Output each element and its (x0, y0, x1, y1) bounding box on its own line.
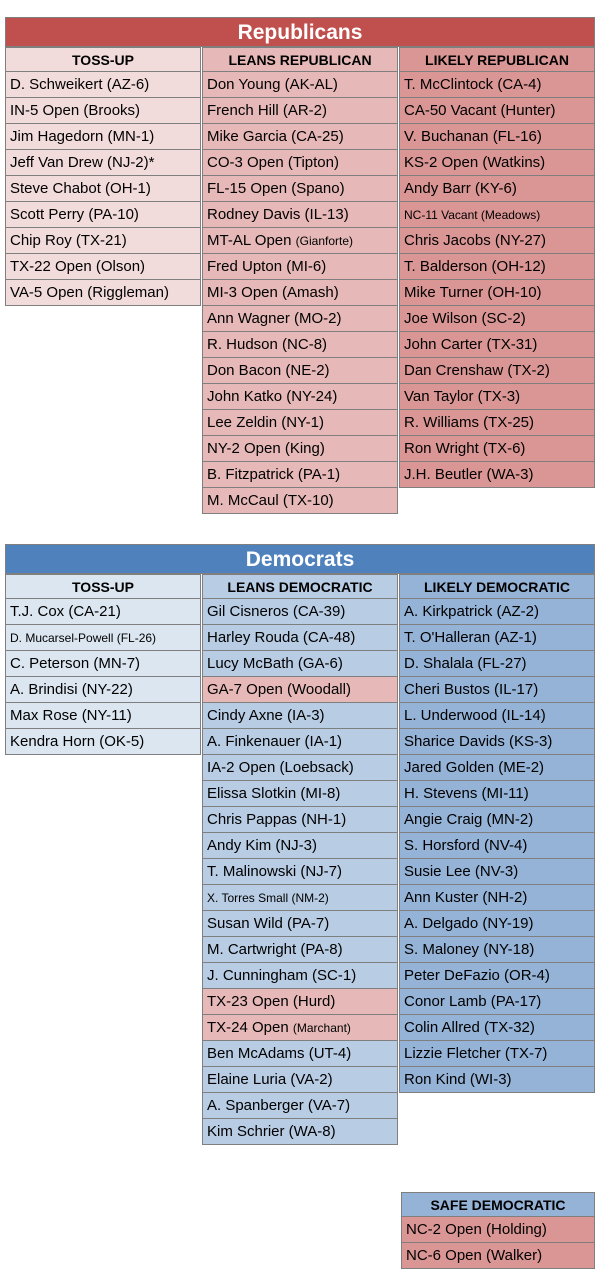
table-cell (399, 254, 595, 280)
cell-text: J.H. Beutler (WA-3) (404, 466, 534, 483)
table-cell (202, 937, 398, 963)
cell-text: KS-2 Open (Watkins) (404, 154, 546, 171)
table-cell (202, 625, 398, 651)
table-cell (202, 729, 398, 755)
table-cell (399, 384, 595, 410)
table-cell (202, 885, 398, 911)
cell-text: D. Shalala (FL-27) (404, 655, 527, 672)
cell-text: S. Maloney (NY-18) (404, 941, 535, 958)
table-cell (399, 306, 595, 332)
cell-text: MT-AL Open (207, 232, 296, 249)
table-cell (399, 677, 595, 703)
cell-text: Angie Craig (MN-2) (404, 811, 534, 828)
table-cell (202, 651, 398, 677)
cell-text: Elissa Slotkin (MI-8) (207, 785, 341, 802)
table-cell (202, 306, 398, 332)
table-cell (399, 729, 595, 755)
cell-text: R. Hudson (NC-8) (207, 336, 328, 353)
rep-tossup-column (5, 47, 201, 306)
cell-text: Fred Upton (MI-6) (207, 258, 327, 275)
table-cell (202, 1067, 398, 1093)
cell-text: VA-5 Open (Riggleman) (10, 284, 169, 301)
table-cell (202, 488, 398, 514)
cell-text: M. McCaul (TX-10) (207, 492, 334, 509)
safe-democratic-rows (401, 1217, 595, 1269)
cell-text: M. Cartwright (PA-8) (207, 941, 343, 958)
table-cell (399, 462, 595, 488)
republicans-section (5, 17, 595, 509)
table-cell (399, 885, 595, 911)
table-cell (5, 677, 201, 703)
table-cell (5, 625, 201, 651)
cell-small-text: NC-11 Vacant (Meadows) (404, 208, 541, 222)
cell-text: GA-7 Open (Woodall) (207, 681, 351, 698)
safe-democratic-header: SAFE DEMOCRATIC (401, 1192, 595, 1217)
table-cell (5, 98, 201, 124)
cell-text: Peter DeFazio (OR-4) (404, 967, 550, 984)
republicans-banner: Republicans (5, 17, 595, 47)
table-cell (399, 124, 595, 150)
cell-text: A. Kirkpatrick (AZ-2) (404, 603, 540, 620)
dem-leans-column (202, 574, 398, 1145)
table-cell (399, 98, 595, 124)
rep-leans-column (202, 47, 398, 514)
cell-text: Joe Wilson (SC-2) (404, 310, 526, 327)
table-cell (202, 176, 398, 202)
cell-text: Ron Wright (TX-6) (404, 440, 526, 457)
table-cell (5, 703, 201, 729)
table-cell (202, 989, 398, 1015)
cell-text: Mike Turner (OH-10) (404, 284, 542, 301)
cell-text: Mike Garcia (CA-25) (207, 128, 344, 145)
table-cell (5, 176, 201, 202)
table-cell (202, 703, 398, 729)
table-cell (202, 677, 398, 703)
table-cell (202, 859, 398, 885)
table-cell (202, 254, 398, 280)
cell-text: T. O'Halleran (AZ-1) (404, 629, 537, 646)
cell-text: John Katko (NY-24) (207, 388, 338, 405)
table-cell (399, 72, 595, 98)
cell-text: D. Schweikert (AZ-6) (10, 76, 150, 93)
table-cell (202, 599, 398, 625)
cell-text: IN-5 Open (Brooks) (10, 102, 141, 119)
cell-text: TX-22 Open (Olson) (10, 258, 146, 275)
cell-text: Ron Kind (WI-3) (404, 1071, 512, 1088)
column-header: TOSS-UP (5, 47, 201, 72)
cell-text: Ann Wagner (MO-2) (207, 310, 342, 327)
table-cell (399, 625, 595, 651)
table-cell (202, 358, 398, 384)
cell-text: A. Spanberger (VA-7) (207, 1097, 351, 1114)
table-cell (202, 280, 398, 306)
table-cell (202, 98, 398, 124)
table-cell (202, 833, 398, 859)
cell-text: Steve Chabot (OH-1) (10, 180, 151, 197)
cell-text: C. Peterson (MN-7) (10, 655, 141, 672)
cell-text: Conor Lamb (PA-17) (404, 993, 542, 1010)
dem-tossup-column (5, 574, 201, 755)
cell-text: NC-6 Open (Walker) (406, 1247, 543, 1264)
cell-small-text: D. Mucarsel-Powell (FL-26) (10, 631, 157, 645)
cell-text: Don Bacon (NE-2) (207, 362, 330, 379)
table-cell (399, 911, 595, 937)
cell-text: TX-23 Open (Hurd) (207, 993, 336, 1010)
table-cell (202, 781, 398, 807)
cell-text: Susan Wild (PA-7) (207, 915, 330, 932)
table-cell (5, 228, 201, 254)
table-cell (202, 150, 398, 176)
table-cell (202, 963, 398, 989)
cell-text: Max Rose (NY-11) (10, 707, 132, 724)
table-cell (399, 150, 595, 176)
table-cell (399, 228, 595, 254)
cell-text: Lee Zeldin (NY-1) (207, 414, 325, 431)
table-cell (401, 1243, 595, 1269)
table-cell (399, 781, 595, 807)
column-header: LIKELY DEMOCRATIC (399, 574, 595, 599)
cell-text: Ben McAdams (UT-4) (207, 1045, 352, 1062)
cell-text: Gil Cisneros (CA-39) (207, 603, 346, 620)
table-cell (5, 150, 201, 176)
cell-text: H. Stevens (MI-11) (404, 785, 529, 802)
table-cell (399, 599, 595, 625)
cell-text: A. Brindisi (NY-22) (10, 681, 133, 698)
table-cell (202, 436, 398, 462)
cell-text: T. Malinowski (NJ-7) (207, 863, 343, 880)
table-cell (399, 963, 595, 989)
cell-text: Scott Perry (PA-10) (10, 206, 139, 223)
column-header: LEANS DEMOCRATIC (202, 574, 398, 599)
cell-text: B. Fitzpatrick (PA-1) (207, 466, 341, 483)
table-cell (202, 807, 398, 833)
cell-text: A. Finkenauer (IA-1) (207, 733, 343, 750)
democrats-banner: Democrats (5, 544, 595, 574)
column-header: TOSS-UP (5, 574, 201, 599)
cell-text: Chris Jacobs (NY-27) (404, 232, 546, 249)
table-cell (202, 462, 398, 488)
table-cell (202, 228, 398, 254)
cell-text: Colin Allred (TX-32) (404, 1019, 535, 1036)
table-cell (399, 703, 595, 729)
cell-small-text: X. Torres Small (NM-2) (207, 891, 329, 905)
cell-text: Chris Pappas (NH-1) (207, 811, 347, 828)
cell-text: Jim Hagedorn (MN-1) (10, 128, 155, 145)
table-cell (399, 1015, 595, 1041)
table-cell (399, 651, 595, 677)
table-cell (399, 989, 595, 1015)
cell-text: Kendra Horn (OK-5) (10, 733, 145, 750)
table-cell (399, 280, 595, 306)
table-cell (5, 72, 201, 98)
table-cell (399, 202, 595, 228)
cell-text: Susie Lee (NV-3) (404, 863, 519, 880)
table-cell (5, 599, 201, 625)
table-cell (401, 1217, 595, 1243)
cell-text: Jeff Van Drew (NJ-2)* (10, 154, 155, 171)
cell-text: Andy Barr (KY-6) (404, 180, 517, 197)
table-cell (202, 911, 398, 937)
cell-text: Chip Roy (TX-21) (10, 232, 127, 249)
cell-text: R. Williams (TX-25) (404, 414, 534, 431)
cell-text: CA-50 Vacant (Hunter) (404, 102, 556, 119)
cell-text: L. Underwood (IL-14) (404, 707, 546, 724)
table-cell (202, 202, 398, 228)
table-cell (399, 176, 595, 202)
cell-small-text: (Marchant) (292, 1021, 351, 1035)
cell-text: Jared Golden (ME-2) (404, 759, 545, 776)
table-cell (202, 755, 398, 781)
table-cell (399, 859, 595, 885)
cell-text: TX-24 Open (207, 1019, 293, 1036)
table-cell (202, 72, 398, 98)
table-cell (5, 651, 201, 677)
table-cell (202, 1015, 398, 1041)
cell-text: MI-3 Open (Amash) (207, 284, 339, 301)
democrats-section (5, 544, 595, 1140)
cell-text: Sharice Davids (KS-3) (404, 733, 553, 750)
table-cell (202, 384, 398, 410)
cell-text: Cheri Bustos (IL-17) (404, 681, 539, 698)
cell-text: Dan Crenshaw (TX-2) (404, 362, 550, 379)
cell-text: CO-3 Open (Tipton) (207, 154, 339, 171)
table-cell (5, 202, 201, 228)
table-cell (399, 358, 595, 384)
cell-text: V. Buchanan (FL-16) (404, 128, 542, 145)
cell-text: Van Taylor (TX-3) (404, 388, 521, 405)
table-cell (202, 410, 398, 436)
cell-text: Lucy McBath (GA-6) (207, 655, 343, 672)
column-header: LIKELY REPUBLICAN (399, 47, 595, 72)
cell-text: Cindy Axne (IA-3) (207, 707, 325, 724)
cell-text: J. Cunningham (SC-1) (207, 967, 357, 984)
rep-likely-column (399, 47, 595, 488)
safe-democratic-table (401, 1192, 595, 1269)
cell-text: Harley Rouda (CA-48) (207, 629, 356, 646)
cell-text: NC-2 Open (Holding) (406, 1221, 547, 1238)
cell-text: John Carter (TX-31) (404, 336, 538, 353)
table-cell (5, 280, 201, 306)
cell-text: T.J. Cox (CA-21) (10, 603, 121, 620)
column-header: LEANS REPUBLICAN (202, 47, 398, 72)
cell-text: French Hill (AR-2) (207, 102, 328, 119)
cell-text: Kim Schrier (WA-8) (207, 1123, 336, 1140)
table-cell (399, 1067, 595, 1093)
table-cell (399, 410, 595, 436)
table-cell (202, 1093, 398, 1119)
cell-text: NY-2 Open (King) (207, 440, 325, 457)
cell-text: Andy Kim (NJ-3) (207, 837, 318, 854)
cell-text: S. Horsford (NV-4) (404, 837, 528, 854)
cell-text: Lizzie Fletcher (TX-7) (404, 1045, 548, 1062)
cell-text: T. McClintock (CA-4) (404, 76, 542, 93)
table-cell (5, 729, 201, 755)
cell-text: T. Balderson (OH-12) (404, 258, 546, 275)
cell-text: FL-15 Open (Spano) (207, 180, 345, 197)
table-cell (202, 1041, 398, 1067)
cell-text: IA-2 Open (Loebsack) (207, 759, 354, 776)
table-cell (202, 1119, 398, 1145)
table-cell (399, 755, 595, 781)
table-cell (202, 124, 398, 150)
table-cell (399, 937, 595, 963)
table-cell (399, 332, 595, 358)
table-cell (5, 254, 201, 280)
dem-likely-column (399, 574, 595, 1093)
cell-text: Don Young (AK-AL) (207, 76, 338, 93)
cell-text: Rodney Davis (IL-13) (207, 206, 349, 223)
cell-text: A. Delgado (NY-19) (404, 915, 534, 932)
cell-text: Elaine Luria (VA-2) (207, 1071, 333, 1088)
table-cell (202, 332, 398, 358)
cell-text: Ann Kuster (NH-2) (404, 889, 528, 906)
table-cell (399, 833, 595, 859)
table-cell (399, 807, 595, 833)
cell-small-text: (Gianforte) (295, 234, 354, 248)
table-cell (399, 436, 595, 462)
table-cell (399, 1041, 595, 1067)
table-cell (5, 124, 201, 150)
